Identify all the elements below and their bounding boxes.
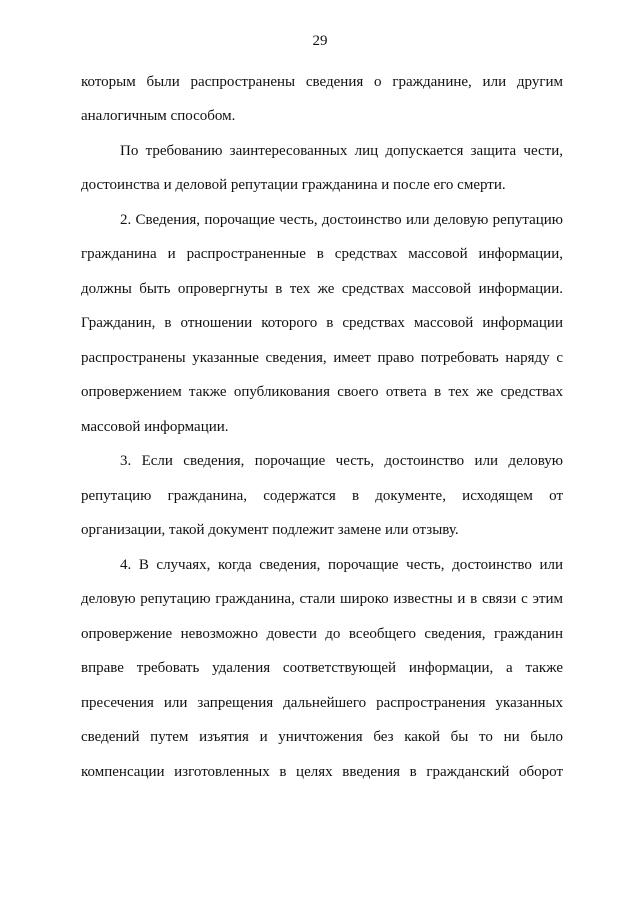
text-line: которым были распространены сведения о гражданине, или другим: [81, 74, 563, 90]
text-line: массовой информации.: [81, 419, 229, 435]
text-line: достоинства и деловой репутации гражданина и после его смерти.: [81, 177, 506, 193]
text-line: опровержение невозможно довести до всеобщего сведения, гражданин: [81, 626, 563, 642]
text-line: 2. Сведения, порочащие честь, достоинство или деловую репутацию: [120, 212, 563, 228]
text-line: Гражданин, в отношении которого в средствах массовой информации: [81, 315, 563, 331]
text-line: репутацию гражданина, содержатся в документе, исходящем от: [81, 488, 563, 504]
page-number: 29: [312, 33, 328, 49]
text-line: сведений путем изъятия и уничтожения без какой бы то ни было: [81, 729, 563, 745]
text-line: аналогичным способом.: [81, 108, 236, 124]
text-line: пресечения или запрещения дальнейшего распространения указанных: [81, 695, 563, 711]
text-line: должны быть опровергнуты в тех же средствах массовой информации.: [81, 281, 563, 297]
text-line: деловую репутацию гражданина, стали широко известны и в связи с этим: [81, 591, 563, 607]
text-line: По требованию заинтересованных лиц допускается защита чести,: [120, 143, 563, 159]
text-line: гражданина и распространенные в средствах массовой информации,: [81, 246, 563, 262]
text-line: вправе требовать удаления соответствующей информации, а также: [81, 660, 563, 676]
text-line: организации, такой документ подлежит замене или отзыву.: [81, 522, 459, 538]
text-line: опровержением также опубликования своего ответа в тех же средствах: [81, 384, 563, 400]
text-line: распространены указанные сведения, имеет право потребовать наряду с: [81, 350, 563, 366]
text-line: 4. В случаях, когда сведения, порочащие честь, достоинство или: [120, 557, 563, 573]
text-line: 3. Если сведения, порочащие честь, достоинство или деловую: [120, 453, 563, 469]
text-line: компенсации изготовленных в целях введения в гражданский оборот: [81, 764, 563, 780]
